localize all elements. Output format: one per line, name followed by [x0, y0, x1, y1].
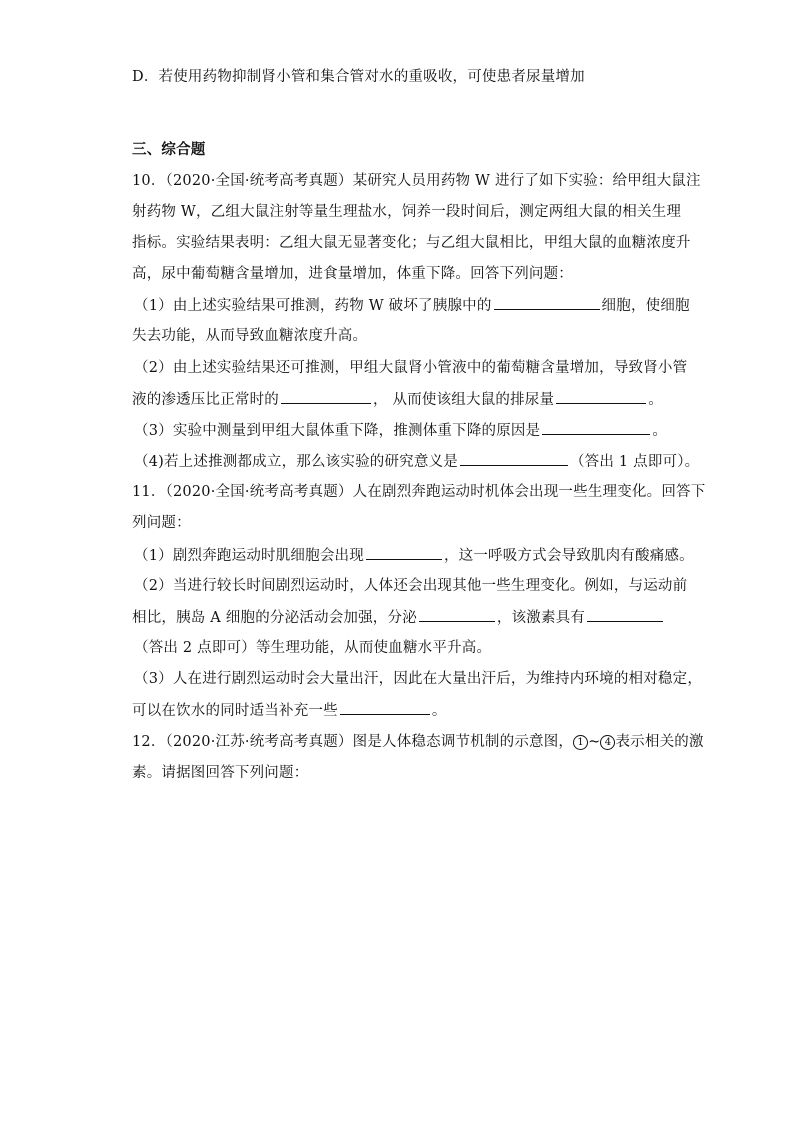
q12-text-a: 12．（2020·江苏·统考高考真题）图是人体稳态调节机制的示意图，	[132, 734, 574, 750]
q10-part-3-text-a: （3）实验中测量到甲组大鼠体重下降，推测体重下降的原因是	[134, 423, 541, 439]
q10-stem-line-4: 高，尿中葡萄糖含量增加，进食量增加，体重下降。回答下列问题：	[132, 266, 573, 282]
q11-part-2-text-c: ，该激素具有	[496, 610, 586, 626]
q10-answer-blank-3[interactable]	[556, 389, 646, 404]
q10-answer-blank-4[interactable]	[542, 420, 650, 435]
q10-stem-line-1: 10．（2020·全国·统考高考真题）某研究人员用药物 W 进行了如下实验：给甲组大鼠注	[132, 173, 701, 189]
q10-part-1-text-a: （1）由上述实验结果可推测，药物 W 破坏了胰腺中的	[134, 298, 492, 314]
q10-answer-blank-2[interactable]	[281, 389, 371, 404]
q10-part-1-cont: 失去功能，从而导致血糖浓度升高。	[132, 328, 368, 344]
q11-part-1	[134, 545, 694, 566]
q10-answer-blank-5[interactable]	[460, 451, 568, 466]
q11-answer-blank-2[interactable]	[419, 607, 495, 622]
q11-answer-blank-4[interactable]	[340, 700, 430, 715]
q11-part-2-text-b: 相比，胰岛 A 细胞的分泌活动会加强，分泌	[132, 610, 417, 626]
q12-tilde: ~	[588, 734, 601, 750]
q11-part-1-text-a: （1）剧烈奔跑运动时肌细胞会出现	[134, 548, 364, 564]
q11-stem-line-2: 列问题：	[132, 515, 191, 531]
q11-part-2: （2）当进行较长时间剧烈运动时，人体还会出现其他一些生理变化。例如，与运动前	[134, 578, 688, 594]
q10-answer-blank-1[interactable]	[494, 295, 600, 310]
q11-answer-blank-3[interactable]	[587, 607, 663, 622]
q10-part-1	[134, 295, 690, 316]
q10-part-3	[134, 420, 667, 441]
q10-part-2-cont	[132, 389, 663, 410]
q10-part-2-text-b: 液的渗透压比正常时的	[132, 392, 279, 408]
q11-part-1-text-b: ，这一呼吸方式会导致肌肉有酸痛感。	[443, 548, 694, 564]
q10-part-1-text-b: 细胞，使细胞	[601, 298, 690, 314]
q12-stem-line-1	[132, 732, 704, 752]
q10-stem-line-3: 指标。实验结果表明：乙组大鼠无显著变化；与乙组大鼠相比，甲组大鼠的血糖浓度升	[132, 235, 691, 251]
q10-part-4-text-b: （答出 1 点即可）。	[569, 454, 700, 470]
q10-part-3-text-b: 。	[652, 423, 668, 439]
circled-number-1: 1	[573, 735, 588, 750]
q11-part-2-cont-2: （答出 2 点即可）等生理功能，从而使血糖水平升高。	[134, 640, 492, 656]
circled-number-4: 4	[600, 735, 615, 750]
q10-stem-line-2: 射药物 W，乙组大鼠注射等量生理盐水，饲养一段时间后，测定两组大鼠的相关生理	[132, 204, 682, 220]
q12-stem-line-2: 素。请据图回答下列问题：	[132, 765, 309, 781]
q10-part-2: （2）由上述实验结果还可推测，甲组大鼠肾小管液中的葡萄糖含量增加，导致肾小管	[134, 360, 688, 376]
q9-option-d: D．若使用药物抑制肾小管和集合管对水的重吸收，可使患者尿量增加	[132, 69, 585, 85]
q11-part-3-text-c: 。	[431, 703, 447, 719]
q11-part-3: （3）人在进行剧烈运动时会大量出汗，因此在大量出汗后，为维持内环境的相对稳定，	[134, 671, 703, 687]
q10-part-2-text-c: ， 从而使该组大鼠的排尿量	[373, 392, 555, 408]
q11-part-3-text-b: 可以在饮水的同时适当补充一些	[132, 703, 338, 719]
section-heading: 三、综合题	[132, 142, 206, 158]
q12-text-b: 表示相关的激	[615, 734, 704, 750]
q10-part-4-text-a: （4)若上述推测都成立，那么该实验的研究意义是	[134, 454, 458, 470]
q11-answer-blank-1[interactable]	[366, 545, 442, 560]
q10-part-4	[134, 451, 699, 472]
q11-stem-line-1: 11．（2020·全国·统考高考真题）人在剧烈奔跑运动时机体会出现一些生理变化。回答下	[132, 484, 706, 500]
q10-part-2-text-d: 。	[648, 392, 663, 408]
q11-part-3-cont	[132, 700, 447, 721]
q11-part-2-cont	[132, 607, 665, 628]
